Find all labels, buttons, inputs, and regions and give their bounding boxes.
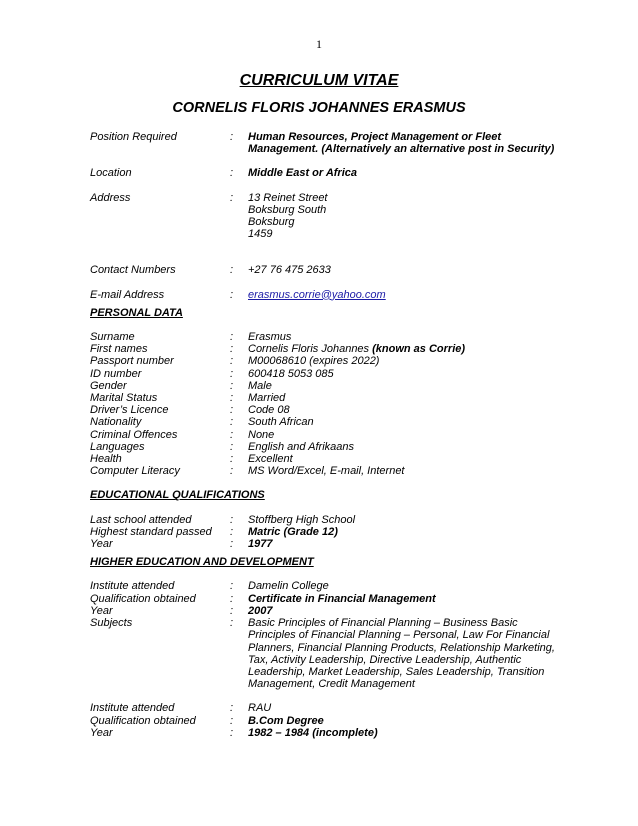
cv-content	[90, 131, 560, 739]
qualification-2-label: Qualification obtained	[90, 714, 196, 727]
address-value	[248, 192, 560, 241]
criminal-row	[90, 429, 560, 441]
computer-label: Computer Literacy	[90, 465, 180, 478]
standard-row	[90, 526, 560, 538]
subjects-line: Principles of Financial Planning – Personal, Law For Financial	[248, 629, 550, 642]
subjects-line: Planners, Financial Planning Products, Relationship Marketing,	[248, 641, 555, 654]
position-value-line: Management. (Alternatively an alternative post in Security)	[248, 143, 555, 156]
personal-data-heading: PERSONAL DATA	[90, 306, 183, 319]
surname-value: Erasmus	[248, 331, 292, 344]
year-1-label: Year	[90, 604, 113, 617]
passport-row	[90, 355, 560, 367]
colon: :	[230, 726, 234, 739]
colon: :	[230, 538, 234, 551]
colon: :	[230, 264, 234, 277]
health-row	[90, 453, 560, 465]
page-number: 1	[316, 37, 322, 51]
surname-row	[90, 331, 560, 343]
address-row	[90, 192, 560, 241]
health-label: Health	[90, 453, 122, 466]
languages-row	[90, 441, 560, 453]
surname-label: Surname	[90, 331, 135, 344]
gender-value: Male	[248, 379, 272, 392]
licence-label: Driver’s Licence	[90, 404, 169, 417]
contact-value: +27 76 475 2633	[248, 264, 331, 277]
colon: :	[230, 440, 234, 453]
subjects-value	[248, 617, 560, 690]
licence-value: Code 08	[248, 404, 290, 417]
school-label: Last school attended	[90, 513, 192, 526]
location-label: Location	[90, 167, 132, 180]
position-row	[90, 131, 560, 155]
colon: :	[230, 617, 234, 630]
subjects-label: Subjects	[90, 617, 133, 630]
qualification-1-row	[90, 593, 560, 605]
qualification-1-value: Certificate in Financial Management	[248, 592, 436, 605]
qualification-2-value: B.Com Degree	[248, 714, 324, 727]
year-1-row	[90, 605, 560, 617]
institute-1-row	[90, 580, 560, 592]
contact-label: Contact Numbers	[90, 264, 176, 277]
languages-value: English and Afrikaans	[248, 440, 354, 453]
email-label: E-mail Address	[90, 288, 165, 301]
marital-label: Marital Status	[90, 392, 158, 405]
location-value: Middle East or Africa	[248, 167, 358, 180]
colon: :	[230, 416, 234, 429]
subjects-row	[90, 617, 560, 690]
passport-label: Passport number	[90, 355, 174, 368]
subjects-line: Tax, Activity Leadership, Directive Leadership, Authentic	[248, 653, 522, 666]
gender-label: Gender	[90, 379, 127, 392]
colon: :	[230, 191, 234, 204]
address-line: 13 Reinet Street	[248, 191, 328, 204]
subjects-line: Management, Credit Management	[248, 678, 415, 691]
first-names-label: First names	[90, 343, 148, 356]
colon: :	[230, 714, 234, 727]
id-label: ID number	[90, 367, 142, 380]
address-line: Boksburg South	[248, 203, 327, 216]
position-value	[248, 131, 560, 155]
institute-2-row	[90, 702, 560, 714]
colon: :	[230, 580, 234, 593]
licence-row	[90, 404, 560, 416]
location-row	[90, 167, 560, 179]
colon: :	[230, 131, 234, 143]
address-line: 1459	[248, 228, 273, 241]
nationality-value: South African	[248, 416, 314, 429]
passport-value: M00068610 (expires 2022)	[248, 355, 380, 368]
school-year-value: 1977	[248, 538, 273, 551]
year-2-row	[90, 727, 560, 739]
institute-2-value: RAU	[248, 702, 272, 715]
colon: :	[230, 513, 234, 526]
subjects-line: Basic Principles of Financial Planning – Business Basic	[248, 617, 518, 630]
criminal-label: Criminal Offences	[90, 428, 178, 441]
qualification-1-label: Qualification obtained	[90, 592, 196, 605]
id-value: 600418 5053 085	[248, 367, 334, 380]
institute-2-label: Institute attended	[90, 702, 175, 715]
colon: :	[230, 392, 234, 405]
computer-row	[90, 465, 560, 477]
year-2-label: Year	[90, 726, 113, 739]
subjects-line: Leadership, Market Leadership, Sales Leadership, Transition	[248, 665, 545, 678]
colon: :	[230, 453, 234, 466]
nationality-label: Nationality	[90, 416, 142, 429]
colon: :	[230, 428, 234, 441]
known-as: (known as Corrie)	[372, 343, 466, 356]
marital-row	[90, 392, 560, 404]
colon: :	[230, 367, 234, 380]
education-heading: EDUCATIONAL QUALIFICATIONS	[90, 489, 265, 502]
first-names-value: Cornelis Floris Johannes	[248, 343, 370, 356]
nationality-row	[90, 416, 560, 428]
school-row	[90, 514, 560, 526]
school-year-row	[90, 538, 560, 550]
id-row	[90, 368, 560, 380]
colon: :	[230, 379, 234, 392]
computer-value: MS Word/Excel, E-mail, Internet	[248, 465, 405, 478]
first-names-row	[90, 343, 560, 355]
year-1-value: 2007	[248, 604, 273, 617]
school-value: Stoffberg High School	[248, 513, 356, 526]
colon: :	[230, 525, 234, 538]
school-year-label: Year	[90, 538, 113, 551]
candidate-name: CORNELIS FLORIS JOHANNES ERASMUS	[172, 100, 466, 116]
marital-value: Married	[248, 392, 286, 405]
qualification-2-row	[90, 715, 560, 727]
colon: :	[230, 592, 234, 605]
colon: :	[230, 288, 234, 301]
criminal-value: None	[248, 428, 275, 441]
colon: :	[230, 465, 234, 478]
institute-1-value: Damelin College	[248, 580, 329, 593]
email-row	[90, 289, 560, 301]
colon: :	[230, 167, 234, 180]
languages-label: Languages	[90, 440, 145, 453]
colon: :	[230, 702, 234, 715]
standard-label: Highest standard passed	[90, 525, 212, 538]
colon: :	[230, 331, 234, 344]
colon: :	[230, 604, 234, 617]
colon: :	[230, 343, 234, 356]
colon: :	[230, 404, 234, 417]
institute-1-label: Institute attended	[90, 580, 175, 593]
year-2-value: 1982 – 1984 (incomplete)	[248, 726, 378, 739]
address-line: Boksburg	[248, 216, 295, 229]
contact-row	[90, 264, 560, 276]
gender-row	[90, 380, 560, 392]
address-label: Address	[90, 191, 131, 204]
health-value: Excellent	[248, 453, 293, 466]
standard-value: Matric (Grade 12)	[248, 525, 338, 538]
colon: :	[230, 355, 234, 368]
higher-education-heading: HIGHER EDUCATION AND DEVELOPMENT	[90, 556, 314, 569]
position-value-line: Human Resources, Project Management or Fleet	[248, 131, 502, 143]
email-link[interactable]: erasmus.corrie@yahoo.com	[248, 288, 386, 301]
position-label: Position Required	[90, 131, 177, 143]
document-title: CURRICULUM VITAE	[239, 72, 399, 89]
